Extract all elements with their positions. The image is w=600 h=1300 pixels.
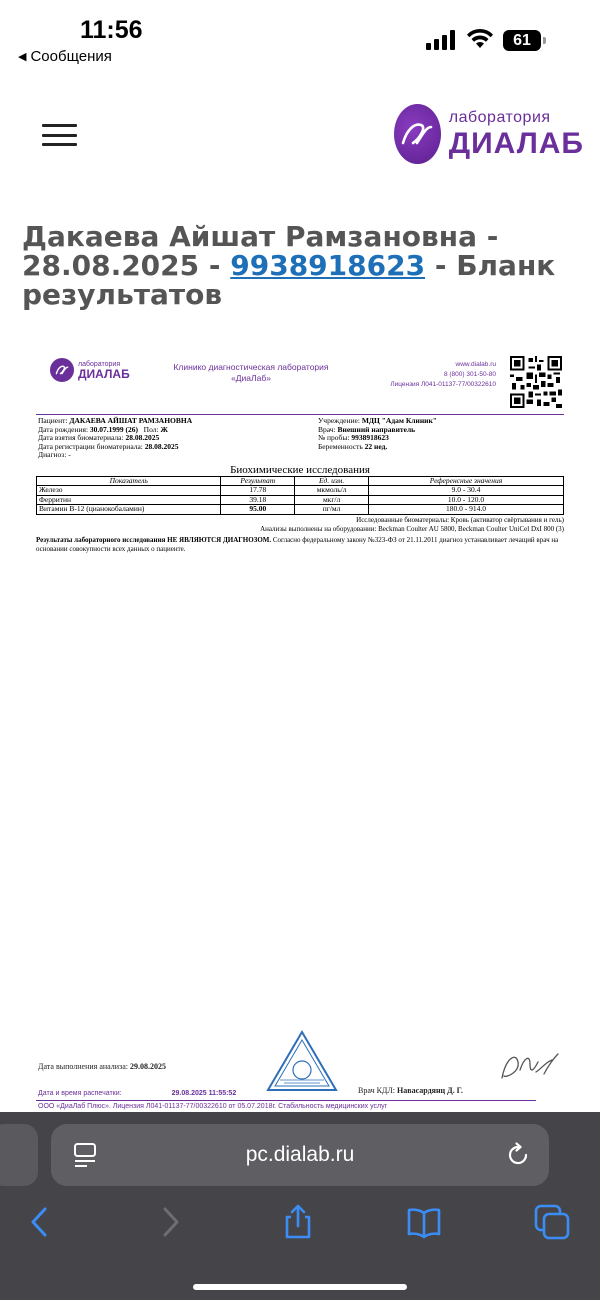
battery-level: 61 <box>503 30 541 51</box>
browser-chrome <box>0 1112 600 1300</box>
collection-date: 28.08.2025 <box>125 433 160 443</box>
lab-name-line2: «ДиаЛаб» <box>231 373 271 383</box>
row-unit: мкг/л <box>295 495 369 505</box>
page-title <box>22 222 582 309</box>
status-bar <box>0 0 600 72</box>
patient-info-right <box>300 417 562 460</box>
label: Пациент: <box>38 416 70 425</box>
lab-stamp-icon <box>266 1030 338 1092</box>
back-label: Сообщения <box>30 48 112 65</box>
label: № пробы: <box>318 433 352 443</box>
label: Дата регистрации биоматериала: <box>38 441 145 451</box>
birth-date: 30.07.1999 (26) <box>89 424 139 434</box>
disclaimer <box>36 536 564 555</box>
label: Диагноз: <box>38 450 69 460</box>
doc-contacts <box>390 360 496 390</box>
title-prefix: Дакаева Айшат Рамзановна - 28.08.2025 - <box>22 220 499 282</box>
row-result: 39.18 <box>221 495 295 505</box>
col-header-unit: Ед. изм. <box>295 476 369 486</box>
row-result: 95.00 <box>221 505 295 515</box>
diagnosis: - <box>68 450 71 460</box>
label: Учреждение: <box>318 416 362 425</box>
result-notes <box>36 516 564 534</box>
doctor-signature-icon <box>496 1048 562 1086</box>
battery-icon <box>503 30 547 51</box>
row-name: Железо <box>37 486 221 496</box>
back-to-messages[interactable] <box>18 48 112 65</box>
sex: Ж <box>160 424 168 434</box>
print-date-value: 29.08.2025 11:55:52 <box>171 1090 237 1097</box>
reload-icon[interactable] <box>505 1142 531 1168</box>
patient-info-left <box>38 417 300 460</box>
col-header-result: Результат <box>221 476 295 486</box>
results-document <box>36 350 564 555</box>
label: Пол: <box>138 424 161 434</box>
back-triangle-icon: ◀ <box>18 51 27 63</box>
hamburger-menu-icon[interactable] <box>42 124 77 146</box>
doc-logo <box>50 358 130 382</box>
share-icon[interactable] <box>280 1204 316 1240</box>
label: Дата взятия биоматериала: <box>38 433 126 443</box>
results-table <box>36 476 564 515</box>
dialab-logo-mark <box>394 104 441 164</box>
section-title: Биохимические исследования <box>230 463 370 476</box>
label: Дата и время распечатки: <box>38 1090 122 1097</box>
doc-logo-swirl-icon <box>54 363 70 377</box>
row-name: Витамин В-12 (цианокобаламин) <box>37 505 221 515</box>
doc-header <box>36 350 564 414</box>
row-unit: пг/мл <box>295 505 369 515</box>
address-bar[interactable] <box>51 1124 549 1186</box>
row-unit: мкмоль/л <box>295 486 369 496</box>
doc-site: www.dialab.ru <box>455 361 496 368</box>
lab-doctor <box>358 1086 463 1095</box>
registration-row <box>38 443 300 452</box>
doc-footer <box>36 1030 564 1116</box>
table-row <box>37 486 564 496</box>
disclaimer-text: Согласно федеральному закону №323-ФЗ от 21.11.2011 диагноз устанавливает лечащий врач на основании совокупности всех данных о пациенте. <box>36 535 559 554</box>
status-time: 11:56 <box>80 16 143 44</box>
diagnosis-row <box>38 451 300 460</box>
biomaterial-note: Исследованные биоматериалы: Кровь (активатор свёртывания и гель) <box>356 515 564 524</box>
referring-doctor: Внешний направитель <box>337 424 416 434</box>
patient-name: ДАКАЕВА АЙШАТ РАМЗАНОВНА <box>69 416 193 425</box>
forward-icon[interactable] <box>152 1204 188 1240</box>
url-text: pc.dialab.ru <box>245 1143 355 1166</box>
print-date <box>38 1090 236 1097</box>
label: Беременность <box>318 441 365 451</box>
row-result: 17.78 <box>221 486 295 496</box>
disclaimer-bold: Результаты лабораторного исследования НЕ ЯВЛЯЮТСЯ ДИАГНОЗОМ. <box>36 535 272 544</box>
label: Врач КДЛ: <box>358 1086 398 1095</box>
row-ref: 10.0 - 120.0 <box>368 495 563 505</box>
pregnancy-weeks: 22 нед. <box>364 441 388 451</box>
lab-doctor-name: Навасардянц Д. Г. <box>397 1086 463 1095</box>
sample-number-link[interactable]: 9938918623 <box>230 249 426 282</box>
logo-swirl-icon <box>397 117 437 151</box>
label: Врач: <box>318 424 338 434</box>
lab-name-line1: Клинико диагностическая лаборатория <box>173 362 329 372</box>
label: Дата рождения: <box>38 424 90 434</box>
institution: МДЦ "Адам Клиник" <box>361 416 437 425</box>
doc-logo-big: ДИАЛАБ <box>78 366 130 381</box>
company-line: ООО «ДиаЛаб Плюс». Лицензия Л041-01137-77/00322610 от 05.07.2018г. Стабильность медицинских услуг <box>38 1103 388 1110</box>
logo-big-text: ДИАЛАБ <box>448 126 584 160</box>
table-row <box>37 505 564 515</box>
back-icon[interactable] <box>22 1204 58 1240</box>
doc-logo-mark <box>50 358 74 382</box>
wifi-icon <box>466 27 494 49</box>
logo-small-text: лаборатория <box>448 108 551 126</box>
tabs-icon[interactable] <box>534 1204 570 1240</box>
qr-code-icon <box>510 356 562 408</box>
previous-tab[interactable] <box>0 1124 38 1186</box>
doc-lab-name <box>166 362 336 384</box>
analysis-date <box>38 1062 166 1071</box>
equipment-note: Анализы выполнены на оборудовании: Beckman Coulter AU 5800, Beckman Coulter UniCel DxI 800 (3) <box>260 524 564 533</box>
row-name: Ферритин <box>37 495 221 505</box>
title-suffix: - Бланк результатов <box>22 249 556 311</box>
footer-rule <box>36 1100 536 1101</box>
dialab-logo[interactable] <box>394 104 584 164</box>
registration-date: 28.08.2025 <box>144 441 179 451</box>
bookmarks-icon[interactable] <box>406 1204 442 1240</box>
row-ref: 9.0 - 30.4 <box>368 486 563 496</box>
doc-phone: 8 (800) 301-50-80 <box>443 371 496 378</box>
browser-toolbar <box>0 1200 600 1248</box>
table-header-row <box>37 476 564 486</box>
label: Дата выполнения анализа: <box>38 1062 130 1071</box>
analysis-date-value: 29.08.2025 <box>130 1062 166 1071</box>
sample-number: 9938918623 <box>351 433 389 443</box>
home-indicator <box>193 1284 407 1290</box>
pregnancy-row <box>318 443 562 452</box>
patient-info <box>36 415 564 460</box>
cellular-signal-icon <box>426 30 458 50</box>
row-ref: 180.0 - 914.0 <box>368 505 563 515</box>
battery-tip <box>543 37 546 44</box>
doc-logo-small: лаборатория <box>78 360 121 368</box>
col-header-indicator: Показатель <box>37 476 221 486</box>
col-header-reference: Референсные значения <box>368 476 563 486</box>
doc-license: Лицензия Л041-01137-77/00322610 <box>390 381 496 388</box>
